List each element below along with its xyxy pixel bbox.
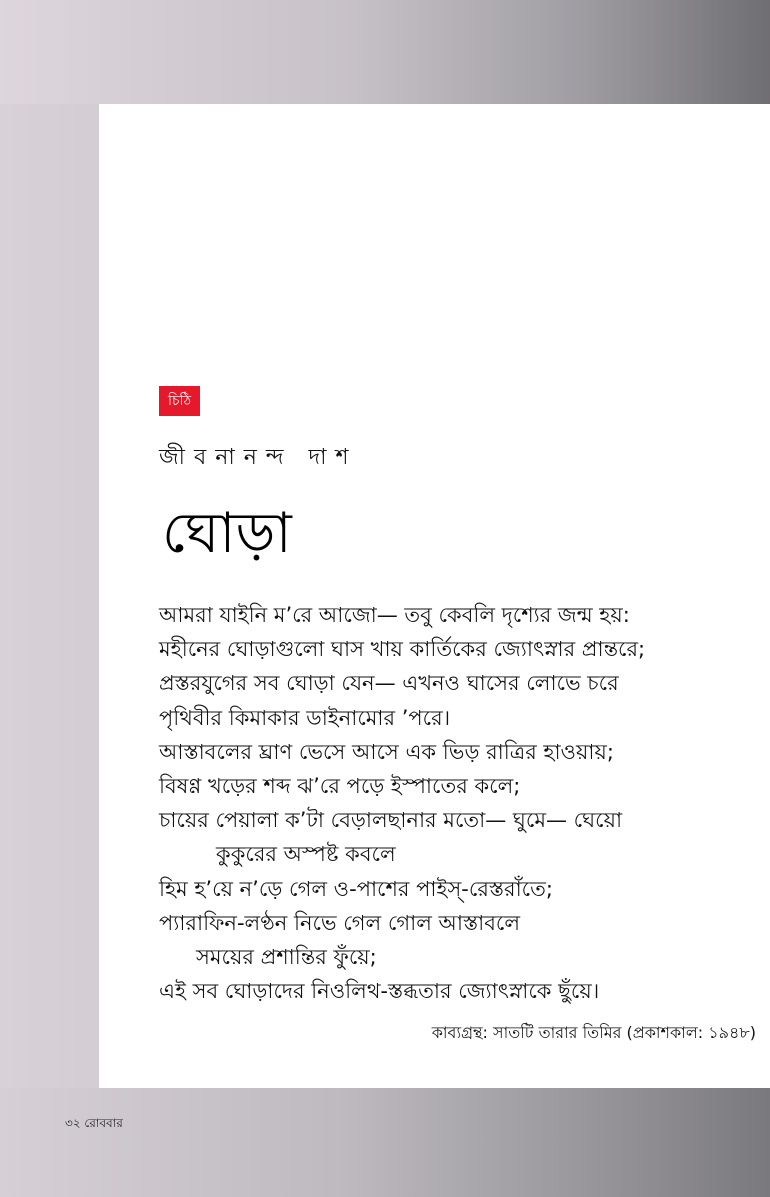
poem-line: সময়ের প্রশান্তির ফুঁয়ে;	[196, 944, 377, 969]
source-citation: কাব্যগ্রন্থ: সাতটি তারার তিমির (প্রকাশকাল: ১৯৪৮)	[431, 1023, 756, 1042]
poem-title: ঘোড়া	[162, 501, 292, 566]
poem-line: আমরা যাইনি ম’রে আজো— তবু কেবলি দৃশ্যের জন্ম হয়:	[159, 603, 630, 627]
top-margin-band	[0, 0, 770, 104]
poem-line: আস্তাবলের ঘ্রাণ ভেসে আসে এক ভিড় রাত্রির হাওয়ায়;	[159, 739, 614, 764]
poem-body	[159, 598, 759, 1008]
page-folio: ৩২ রোববার	[65, 1116, 123, 1130]
bottom-margin-band	[0, 1088, 770, 1197]
poem-line: চায়ের পেয়ালা ক’টা বেড়ালছানার মতো— ঘুমে— ঘেয়ো	[159, 808, 623, 833]
poem-line: হিম হ’য়ে ন’ড়ে গেল ও-পাশের পাইস্-রেস্তরাঁতে;	[159, 876, 553, 901]
poem-line: প্যারাফিন-লণ্ঠন নিভে গেল গোল আস্তাবলে	[159, 910, 521, 935]
poem-line: কুকুরের অস্পষ্ট কবলে	[216, 842, 396, 867]
magazine-page	[99, 104, 770, 1088]
category-tag: চিঠি	[159, 386, 200, 416]
poem-line: এই সব ঘোড়াদের নিওলিথ-স্তব্ধতার জ্যোৎস্নাকে ছুঁয়ে।	[159, 979, 600, 1004]
poem-line: বিষণ্ণ খড়ের শব্দ ঝ’রে পড়ে ইস্পাতের কলে;	[159, 773, 521, 798]
author-name: জীবনানন্দ দাশ	[159, 445, 358, 470]
poem-line: প্রস্তরযুগের সব ঘোড়া যেন— এখনও ঘাসের লোভে চরে	[159, 671, 619, 696]
poem-line: পৃথিবীর কিমাকার ডাইনামোর ’পরে।	[159, 705, 451, 730]
poem-line: মহীনের ঘোড়াগুলো ঘাস খায় কার্তিকের জ্যোৎস্নার প্রান্তরে;	[159, 637, 646, 662]
